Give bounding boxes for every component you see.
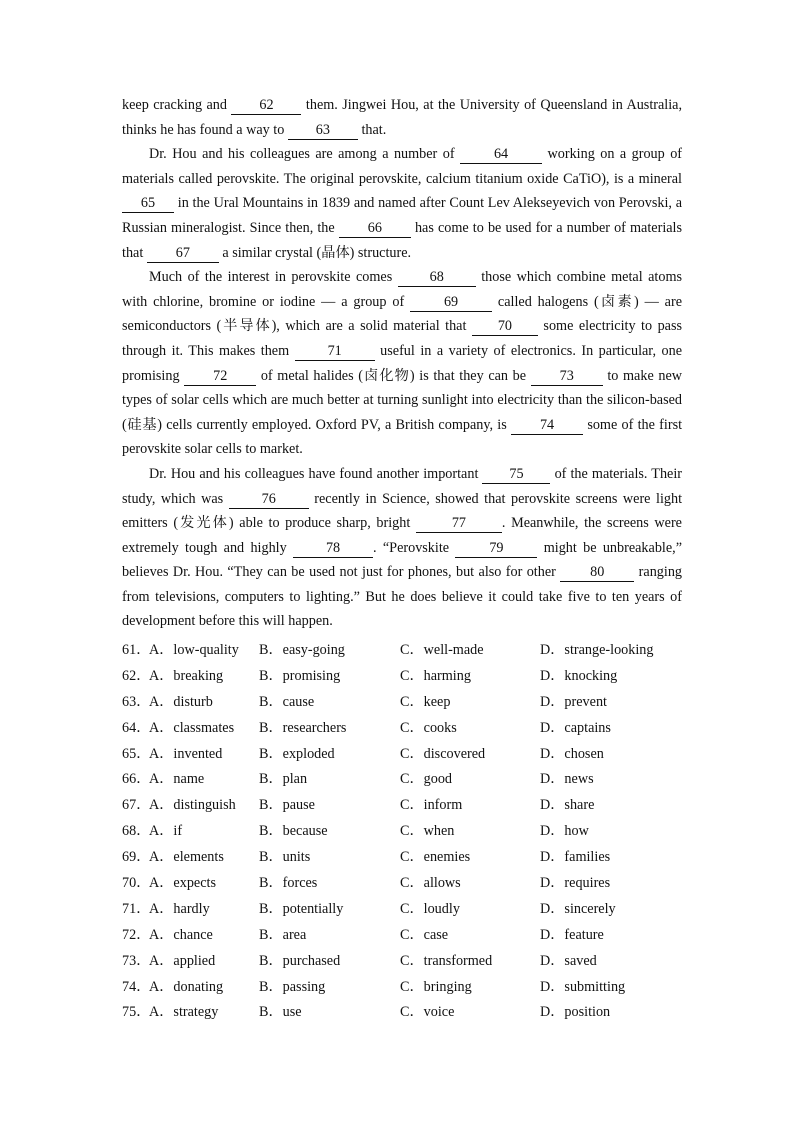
option-a: A．elements	[149, 849, 224, 866]
paragraph-1	[122, 93, 682, 142]
passage-text: some of the first perovskite solar cells to market.	[122, 416, 683, 458]
blank-80: 80	[560, 564, 634, 582]
blank-66: 66	[339, 220, 411, 238]
question-number: 69．	[122, 849, 151, 866]
blank-69: 69	[410, 294, 492, 312]
passage-text: Much of the interest in perovskite comes	[149, 269, 393, 286]
option-b: B．researchers	[259, 719, 347, 736]
document-page	[122, 93, 682, 1024]
passage-text: called halogens (卤素) — are semiconductors (半导体), which are a solid material that	[122, 293, 682, 335]
blank-62: 62	[231, 97, 301, 115]
option-b: B．cause	[259, 693, 315, 710]
option-b: B．purchased	[259, 952, 341, 969]
option-d: D．share	[540, 797, 595, 814]
blank-67: 67	[147, 245, 219, 263]
option-c: C．transformed	[400, 952, 493, 969]
blank-70: 70	[472, 318, 538, 336]
option-d: D．requires	[540, 875, 611, 892]
option-b: B．units	[259, 849, 311, 866]
option-d: D．chosen	[540, 745, 604, 762]
option-c: C．case	[400, 926, 449, 943]
option-b: B．promising	[259, 667, 341, 684]
passage-text: . Meanwhile, the screens were extremely tough and highly	[122, 515, 682, 556]
paragraph-2	[122, 142, 682, 265]
option-d: D．feature	[540, 926, 604, 943]
passage-text: might be unbreakable,” believes Dr. Hou. “They can be used not just for phones, but also for other	[122, 539, 683, 581]
blank-79: 79	[455, 540, 537, 558]
blank-68: 68	[398, 269, 476, 287]
option-c: C．allows	[400, 875, 461, 892]
blank-64: 64	[460, 146, 542, 164]
passage-text: of the materials. Their study, which was	[122, 465, 683, 507]
question-number: 74．	[122, 978, 151, 995]
option-c: C．well-made	[400, 642, 484, 658]
question-number: 61．	[122, 642, 151, 658]
passage-text: keep cracking and	[122, 97, 227, 113]
passage-text: recently in Science, showed that perovskite screens were light emitters (发光体) able to produce sharp, bright	[122, 490, 683, 532]
option-c: C．cooks	[400, 719, 457, 736]
passage-text: to make new types of solar cells which are much better at turning sunlight into electricity than the silicon-based (硅基) cells currently employed. Oxford PV, a British company, is	[122, 367, 683, 433]
passage-text: some electricity to pass through it. This makes them	[122, 318, 683, 359]
option-row-63	[122, 688, 682, 714]
option-a: A．name	[149, 771, 205, 788]
question-number: 64．	[122, 719, 151, 736]
option-d: D．position	[540, 1004, 611, 1021]
question-number: 62．	[122, 667, 151, 684]
option-row-62	[122, 662, 682, 688]
option-c: C．when	[400, 823, 455, 840]
passage-text: those which combine metal atoms with chlorine, bromine or iodine — a group of	[122, 269, 683, 310]
option-d: D．captains	[540, 719, 611, 736]
question-number: 63．	[122, 693, 151, 710]
blank-77: 77	[416, 515, 502, 533]
passage-text: of metal halides (卤化物) is that they can be	[260, 367, 527, 384]
passage-text: has come to be used for a number of materials that	[122, 219, 683, 261]
option-b: B．potentially	[259, 900, 344, 917]
option-row-65	[122, 740, 682, 766]
option-d: D．families	[540, 849, 611, 866]
option-b: B．plan	[259, 771, 308, 788]
blank-63: 63	[288, 122, 358, 140]
passage-text: in the Ural Mountains in 1839 and named after Count Lev Alekseyevich von Perovski, a Russian mineralogist. Since then, the	[122, 195, 683, 236]
blank-72: 72	[184, 368, 256, 386]
question-number: 70．	[122, 875, 151, 892]
option-c: C．harming	[400, 667, 471, 684]
option-a: A．classmates	[149, 719, 235, 736]
option-b: B．forces	[259, 875, 318, 892]
option-d: D．how	[540, 823, 589, 840]
option-c: C．inform	[400, 797, 463, 814]
option-c: C．bringing	[400, 978, 472, 995]
option-c: C．discovered	[400, 745, 486, 762]
question-number: 67．	[122, 797, 151, 814]
passage-text: a similar crystal (晶体) structure.	[222, 244, 412, 261]
question-number: 75．	[122, 1004, 151, 1021]
option-row-75	[122, 999, 682, 1025]
option-a: A．expects	[149, 875, 216, 892]
blank-71: 71	[295, 343, 375, 361]
passage-text: working on a group of materials called perovskite. The original perovskite, calcium titanium oxide CaTiO), is a mineral	[122, 146, 683, 187]
option-d: D．knocking	[540, 667, 618, 684]
option-b: B．because	[259, 823, 328, 840]
option-b: B．passing	[259, 978, 326, 995]
option-d: D．strange-looking	[540, 642, 654, 658]
option-row-64	[122, 714, 682, 740]
option-a: A．if	[149, 823, 183, 840]
option-a: A．chance	[149, 926, 213, 943]
passage-text: them. Jingwei Hou, at the University of Queensland in Australia, thinks he has found a way to	[122, 97, 683, 138]
blank-76: 76	[229, 491, 309, 509]
option-a: A．applied	[149, 952, 216, 969]
option-a: A．low-quality	[149, 642, 239, 658]
question-number: 72．	[122, 926, 151, 943]
question-number: 73．	[122, 952, 151, 969]
option-c: C．voice	[400, 1004, 455, 1021]
cloze-passage	[122, 93, 682, 634]
option-d: D．sincerely	[540, 900, 616, 917]
passage-text: useful in a variety of electronics. In particular, one promising	[122, 342, 682, 384]
option-a: A．strategy	[149, 1004, 219, 1021]
option-a: A．disturb	[149, 693, 213, 710]
option-row-70	[122, 869, 682, 895]
option-row-66	[122, 766, 682, 792]
option-d: D．submitting	[540, 978, 626, 995]
option-d: D．news	[540, 771, 594, 788]
option-b: B．pause	[259, 797, 315, 814]
blank-75: 75	[482, 466, 550, 484]
question-number: 66．	[122, 771, 151, 788]
option-d: D．saved	[540, 952, 597, 969]
passage-text: Dr. Hou and his colleagues are among a number of	[149, 146, 455, 163]
passage-text: Dr. Hou and his colleagues have found another important	[149, 465, 479, 482]
option-row-71	[122, 895, 682, 921]
option-a: A．invented	[149, 745, 223, 762]
option-d: D．prevent	[540, 693, 607, 710]
option-c: C．keep	[400, 693, 451, 710]
option-a: A．distinguish	[149, 797, 236, 814]
blank-74: 74	[511, 417, 583, 435]
passage-text: ranging from televisions, computers to lighting.” But he does believe it could take five to ten years of development before this will happen.	[122, 564, 683, 630]
question-number: 65．	[122, 745, 151, 762]
option-c: C．enemies	[400, 849, 471, 866]
blank-78: 78	[293, 540, 373, 558]
passage-text: that.	[361, 121, 387, 138]
option-b: B．exploded	[259, 745, 335, 762]
option-row-74	[122, 973, 682, 999]
option-a: A．breaking	[149, 667, 224, 684]
option-row-73	[122, 947, 682, 973]
options-list	[122, 636, 682, 1024]
question-number: 68．	[122, 823, 151, 840]
option-c: C．loudly	[400, 900, 460, 917]
option-row-69	[122, 843, 682, 869]
blank-73: 73	[531, 368, 603, 386]
paragraph-3	[122, 265, 682, 462]
option-b: B．use	[259, 1004, 302, 1021]
option-c: C．good	[400, 771, 453, 788]
paragraph-4	[122, 462, 682, 634]
passage-text: . “Perovskite	[373, 539, 450, 556]
option-row-72	[122, 921, 682, 947]
option-b: B．area	[259, 926, 307, 943]
option-row-67	[122, 791, 682, 817]
question-number: 71．	[122, 900, 151, 917]
option-row-61	[122, 636, 682, 662]
option-a: A．donating	[149, 978, 224, 995]
blank-65: 65	[122, 195, 174, 213]
option-a: A．hardly	[149, 900, 210, 917]
option-b: B．easy-going	[259, 642, 345, 658]
option-row-68	[122, 817, 682, 843]
